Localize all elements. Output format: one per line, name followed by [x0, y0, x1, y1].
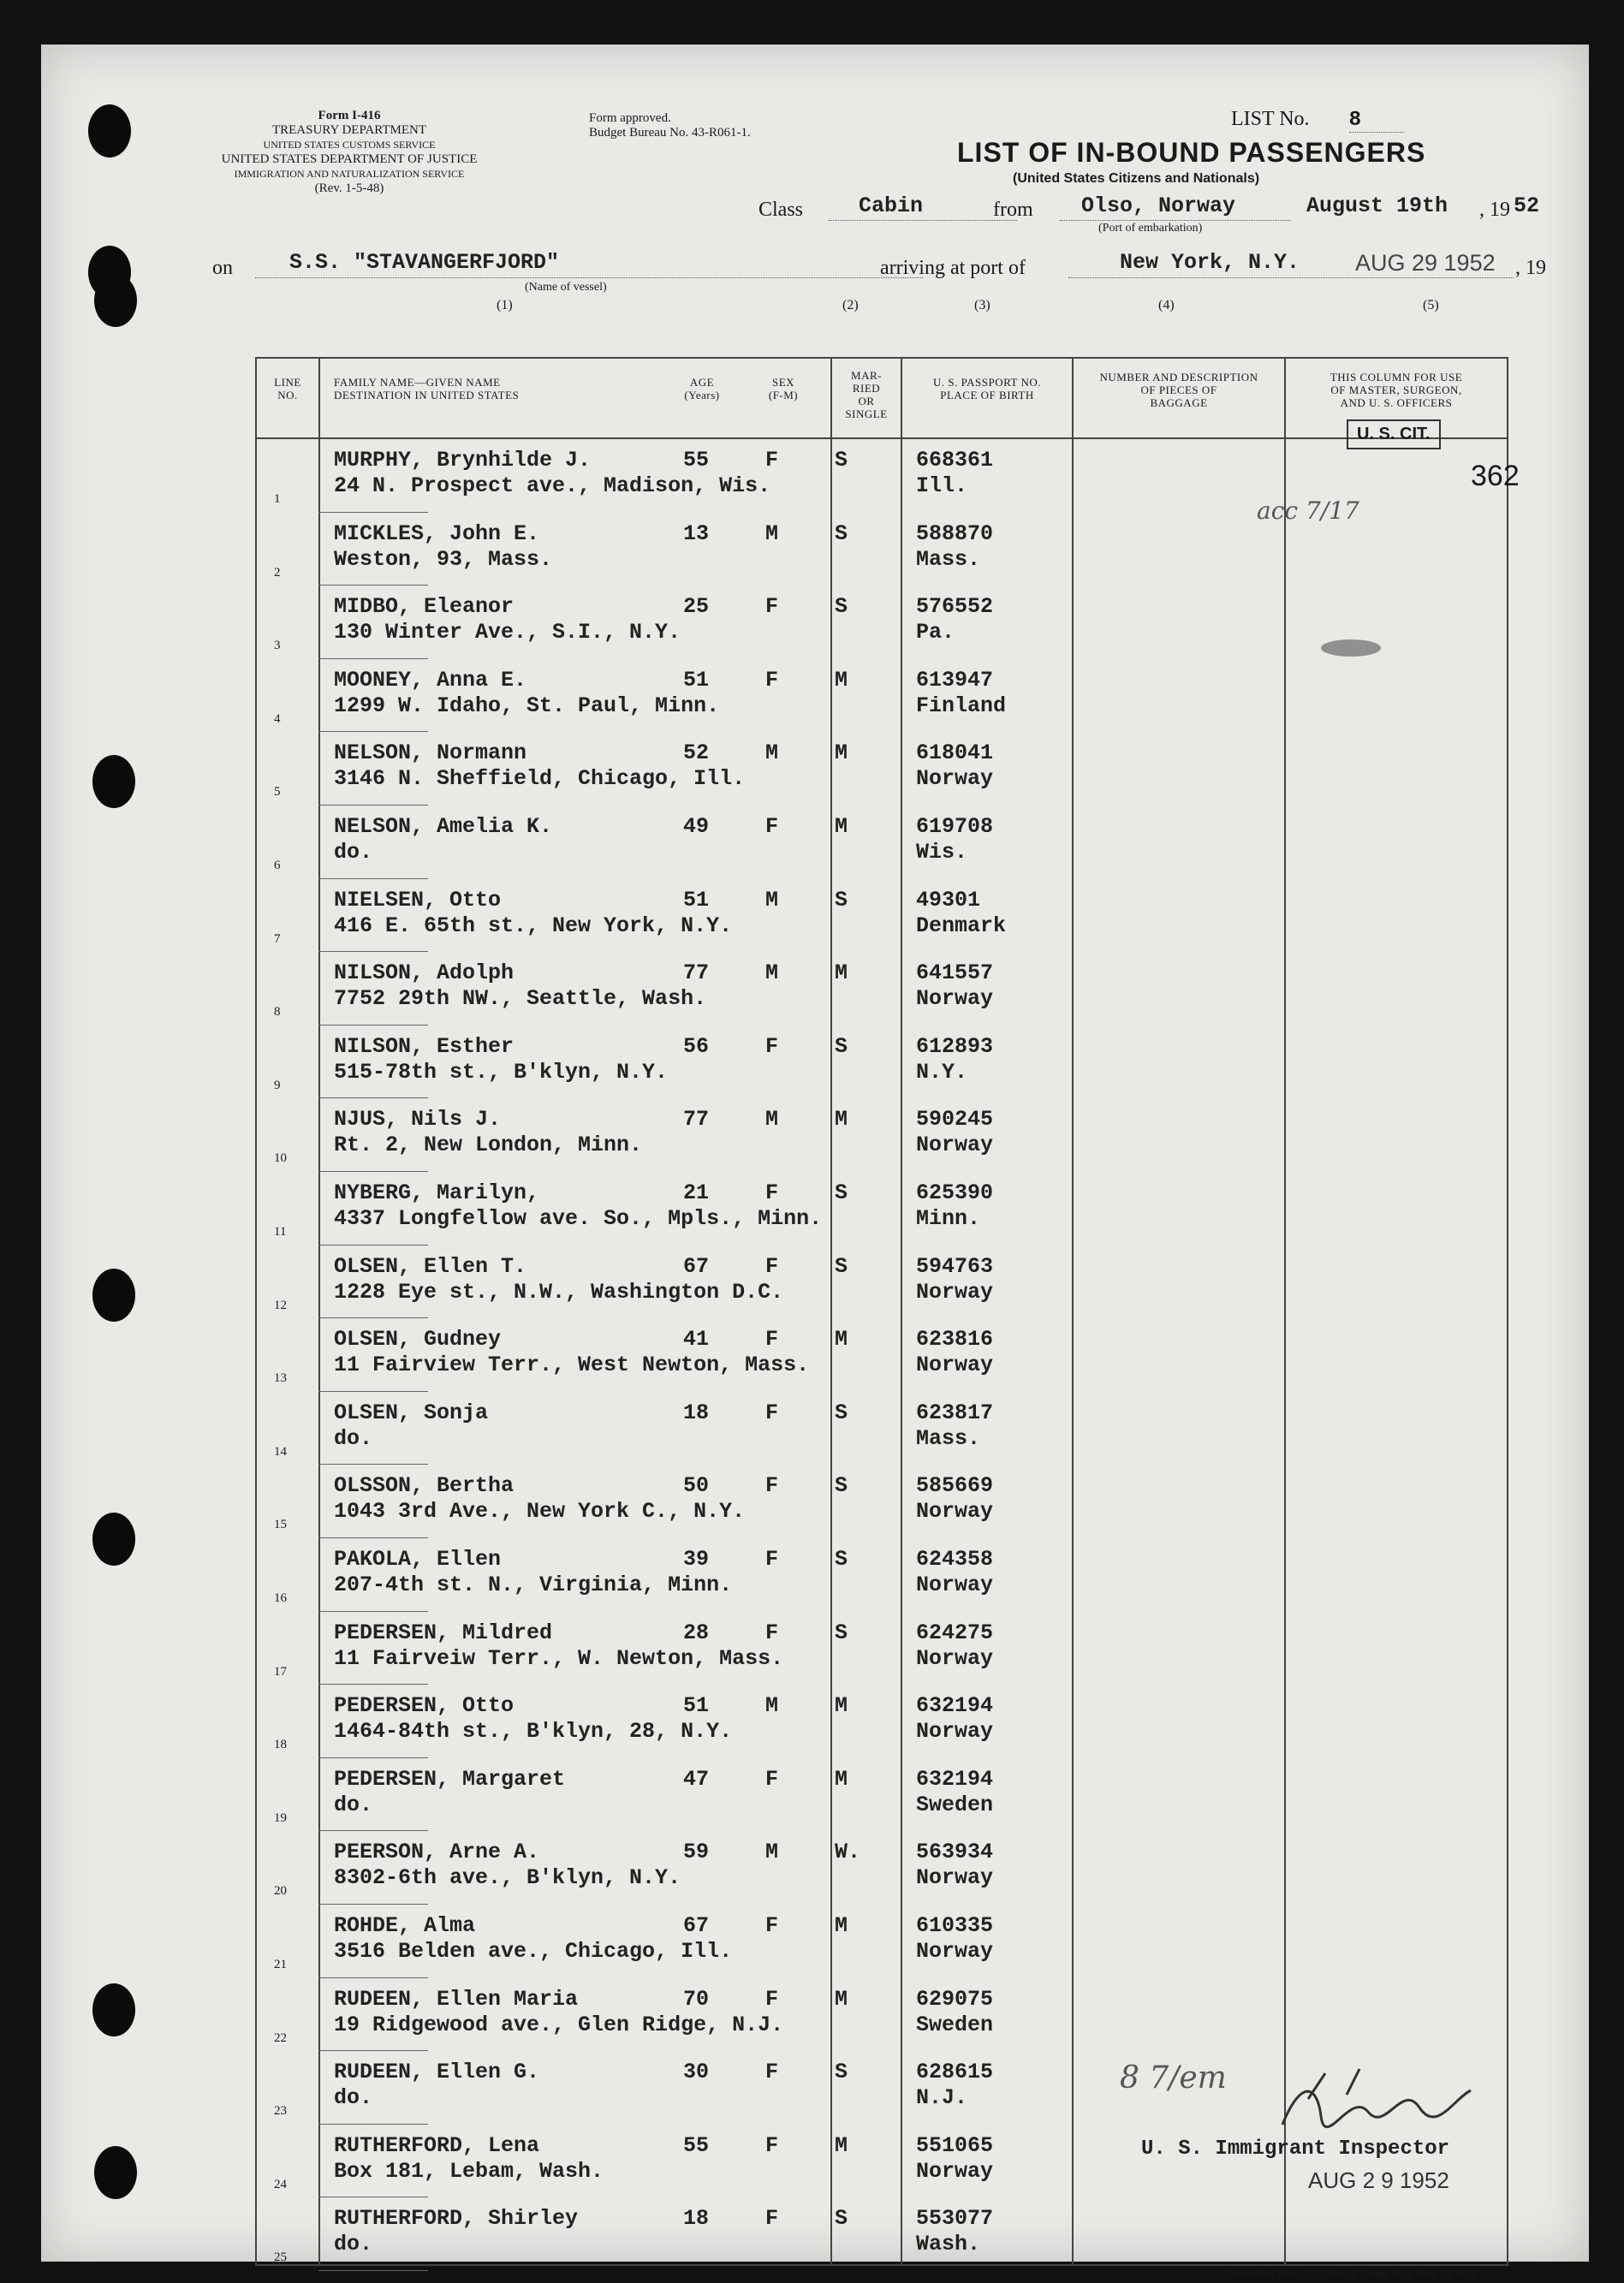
table-row — [257, 1318, 1507, 1392]
line-number: 18 — [274, 1738, 287, 1752]
passenger-marital-status: S — [835, 1033, 848, 1059]
passenger-sex: F — [765, 1766, 779, 1792]
passenger-rows — [257, 439, 1507, 2264]
arrival-port-value: New York, N.Y. — [1120, 250, 1300, 275]
line-number: 1 — [274, 492, 281, 506]
passenger-sex: F — [765, 1327, 779, 1353]
passenger-marital-status: M — [835, 1986, 848, 2012]
passenger-age: 77 — [683, 1107, 710, 1133]
passenger-marital-status: M — [835, 960, 848, 986]
place-of-birth: Minn. — [916, 1206, 981, 1231]
table-row — [257, 586, 1507, 659]
passenger-age: 56 — [683, 1033, 710, 1059]
table-row — [257, 1978, 1507, 2052]
passenger-age: 21 — [683, 1180, 710, 1205]
passenger-marital-status: S — [835, 594, 848, 620]
passenger-name: RUTHERFORD, Shirley — [334, 2206, 579, 2232]
passenger-age: 67 — [683, 1253, 710, 1279]
passenger-marital-status: S — [835, 1620, 848, 1645]
passenger-marital-status: M — [835, 1327, 848, 1353]
passenger-address: 8302-6th ave., B'klyn, N.Y. — [334, 1865, 681, 1891]
customs-service: UNITED STATES CUSTOMS SERVICE — [263, 139, 436, 151]
passenger-address: do. — [334, 2232, 373, 2257]
passport-number: 625390 — [916, 1180, 994, 1205]
justice-dept: UNITED STATES DEPARTMENT OF JUSTICE — [221, 152, 478, 166]
passenger-address: 3516 Belden ave., Chicago, Ill. — [334, 1939, 733, 1964]
place-of-birth: Norway — [916, 766, 994, 792]
punch-hole — [92, 1269, 135, 1322]
passport-number: 590245 — [916, 1107, 994, 1133]
place-of-birth: Norway — [916, 1133, 994, 1158]
passenger-age: 18 — [683, 2206, 710, 2232]
year-prefix: , 19 — [1479, 199, 1510, 221]
passenger-age: 49 — [683, 814, 710, 839]
passenger-age: 18 — [683, 1400, 710, 1425]
passenger-age: 28 — [683, 1620, 710, 1645]
place-of-birth: N.Y. — [916, 1059, 968, 1085]
passenger-sex: F — [765, 1033, 779, 1059]
passenger-age: 51 — [683, 667, 710, 693]
pencil-initials: 8 7/em — [1120, 2060, 1227, 2096]
passport-number: 553077 — [916, 2206, 994, 2232]
punch-hole — [94, 2146, 137, 2199]
passenger-marital-status: M — [835, 1913, 848, 1938]
list-number-label: LIST No. — [1231, 108, 1310, 130]
passport-number: 594763 — [916, 1253, 994, 1279]
passenger-name: MOONEY, Anna E. — [334, 667, 527, 693]
header-passport: U. S. PASSPORT NO. PLACE OF BIRTH — [933, 376, 1041, 401]
passenger-address: 416 E. 65th st., New York, N.Y. — [334, 913, 733, 938]
form-number: Form I-416 — [318, 109, 381, 122]
passenger-age: 47 — [683, 1766, 710, 1792]
place-of-birth: Norway — [916, 1279, 994, 1305]
class-underline — [829, 220, 1017, 221]
line-number: 9 — [274, 1078, 281, 1092]
line-number: 2 — [274, 565, 281, 580]
passenger-address: 11 Fairview Terr., West Newton, Mass. — [334, 1353, 810, 1378]
passenger-age: 55 — [683, 2132, 710, 2158]
place-of-birth: Norway — [916, 1573, 994, 1597]
passport-number: 613947 — [916, 667, 994, 693]
table-row — [257, 1465, 1507, 1538]
passenger-sex: F — [765, 448, 779, 473]
passenger-sex: M — [765, 1107, 779, 1133]
vessel-value: S.S. "STAVANGERFJORD" — [289, 250, 560, 275]
passenger-sex: F — [765, 2132, 779, 2158]
passenger-name: RUDEEN, Ellen Maria — [334, 1986, 579, 2012]
place-of-birth: Sweden — [916, 2012, 994, 2037]
column-number-3: (3) — [974, 298, 990, 312]
punch-hole — [92, 1513, 135, 1566]
passenger-sex: F — [765, 1620, 779, 1645]
passenger-marital-status: S — [835, 448, 848, 473]
passenger-address: 515-78th st., B'klyn, N.Y. — [334, 1059, 669, 1085]
place-of-birth: Pa. — [916, 620, 955, 645]
passenger-name: NILSON, Adolph — [334, 960, 515, 986]
passenger-sex: M — [765, 1840, 779, 1865]
passenger-marital-status: S — [835, 1180, 848, 1205]
passenger-name: NELSON, Amelia K. — [334, 814, 553, 839]
passport-number: 624275 — [916, 1620, 994, 1645]
punch-hole — [92, 755, 135, 808]
passenger-marital-status: S — [835, 1253, 848, 1279]
passport-number: 641557 — [916, 960, 994, 986]
passenger-name: PEDERSEN, Otto — [334, 1693, 515, 1719]
header-name: FAMILY NAME—GIVEN NAME DESTINATION IN UNITED STATES — [334, 376, 520, 401]
place-of-birth: Wash. — [916, 2232, 981, 2257]
passport-number: 563934 — [916, 1840, 994, 1865]
class-label: Class — [758, 199, 804, 221]
passenger-address: 11 Fairveiw Terr., W. Newton, Mass. — [334, 1645, 784, 1671]
header-baggage: NUMBER AND DESCRIPTION OF PIECES OF BAGGAGE — [1099, 371, 1258, 409]
passenger-address: 7752 29th NW., Seattle, Wash. — [334, 986, 707, 1012]
line-number: 5 — [274, 785, 281, 800]
place-of-birth: Finland — [916, 693, 1007, 718]
passenger-marital-status: S — [835, 2206, 848, 2232]
passport-number: 612893 — [916, 1033, 994, 1059]
table-row — [257, 659, 1507, 733]
vessel-underline — [255, 277, 923, 278]
table-row — [257, 1172, 1507, 1246]
passenger-age: 52 — [683, 740, 710, 766]
passenger-name: MIDBO, Eleanor — [334, 594, 515, 620]
line-number: 17 — [274, 1664, 287, 1679]
line-number: 14 — [274, 1444, 287, 1459]
table-row — [257, 1538, 1507, 1612]
table-row — [257, 1685, 1507, 1758]
form-approved: Form approved. — [589, 111, 671, 125]
passport-number: 49301 — [916, 887, 981, 913]
list-number-line — [1231, 108, 1404, 132]
passenger-marital-status: M — [835, 1107, 848, 1133]
line-number: 8 — [274, 1005, 281, 1020]
treasury-dept: TREASURY DEPARTMENT — [271, 123, 427, 137]
header-officers: THIS COLUMN FOR USE OF MASTER, SURGEON, AND U. S. OFFICERS — [1330, 371, 1463, 409]
passenger-marital-status: S — [835, 520, 848, 546]
passenger-name: RUTHERFORD, Lena — [334, 2132, 540, 2158]
passenger-age: 13 — [683, 520, 710, 546]
column-number-1: (1) — [497, 298, 513, 312]
us-citizen-stamp: U. S. CIT. — [1347, 419, 1441, 449]
passenger-table — [255, 357, 1508, 2266]
place-of-birth: Norway — [916, 2158, 994, 2184]
passenger-address: do. — [334, 1792, 373, 1817]
header-age: AGE (Years) — [684, 376, 720, 401]
line-number: 7 — [274, 931, 281, 946]
pencil-note: acc 7/17 — [1257, 496, 1359, 525]
passenger-sex: F — [765, 2060, 779, 2085]
passport-number: 623816 — [916, 1327, 994, 1353]
passport-number: 618041 — [916, 740, 994, 766]
passport-number: 632194 — [916, 1693, 994, 1719]
place-of-birth: Mass. — [916, 1425, 981, 1451]
place-of-birth: Ill. — [916, 473, 968, 498]
table-row — [257, 1905, 1507, 1978]
passport-number: 624358 — [916, 1547, 994, 1572]
passenger-name: OLSEN, Ellen T. — [334, 1253, 527, 1279]
passenger-name: PEDERSEN, Margaret — [334, 1766, 566, 1792]
passport-number: 610335 — [916, 1913, 994, 1938]
passenger-name: ROHDE, Alma — [334, 1913, 476, 1938]
inspector-signature — [1274, 2065, 1479, 2142]
arrival-date-stamp: AUG 29 1952 — [1355, 250, 1496, 276]
passenger-sex: M — [765, 520, 779, 546]
passport-number: 668361 — [916, 448, 994, 473]
port-of-embarkation-note: (Port of embarkation) — [1098, 222, 1203, 235]
table-row — [257, 1246, 1507, 1319]
inspector-label: U. S. Immigrant Inspector — [1141, 2137, 1450, 2161]
place-of-birth: Mass. — [916, 546, 981, 572]
passenger-name: MURPHY, Brynhilde J. — [334, 448, 592, 473]
line-number: 20 — [274, 1884, 287, 1899]
table-row — [257, 879, 1507, 953]
passenger-marital-status: M — [835, 1766, 848, 1792]
table-row — [257, 2197, 1507, 2271]
passenger-address: Weston, 93, Mass. — [334, 546, 553, 572]
document-page — [41, 45, 1589, 2280]
passenger-age: 70 — [683, 1986, 710, 2012]
punch-hole — [94, 274, 137, 327]
passenger-age: 41 — [683, 1327, 710, 1353]
passenger-sex: F — [765, 594, 779, 620]
class-value: Cabin — [859, 193, 924, 218]
passenger-name: OLSEN, Sonja — [334, 1400, 489, 1425]
on-label: on — [212, 257, 233, 279]
passenger-age: 39 — [683, 1547, 710, 1572]
passenger-age: 50 — [683, 1473, 710, 1499]
line-number: 25 — [274, 2250, 287, 2265]
passenger-address: 130 Winter Ave., S.I., N.Y. — [334, 620, 681, 645]
passenger-sex: F — [765, 814, 779, 839]
passenger-sex: F — [765, 1986, 779, 2012]
line-number: 10 — [274, 1151, 287, 1166]
table-row — [257, 1098, 1507, 1172]
place-of-birth: N.J. — [916, 2085, 968, 2111]
passenger-address: 1043 3rd Ave., New York C., N.Y. — [334, 1499, 746, 1525]
printer-footer: Devonshire Press, 225 Varick Street, New York 14, N. Y. — [1222, 2268, 1478, 2280]
passenger-name: OLSSON, Bertha — [334, 1473, 515, 1499]
passenger-sex: F — [765, 1473, 779, 1499]
passenger-name: PEERSON, Arne A. — [334, 1840, 540, 1865]
form-agency-block — [208, 109, 491, 196]
place-of-birth: Norway — [916, 1939, 994, 1964]
passenger-age: 51 — [683, 1693, 710, 1719]
line-number: 3 — [274, 639, 281, 653]
line-number: 15 — [274, 1518, 287, 1532]
passenger-marital-status: S — [835, 1473, 848, 1499]
place-of-birth: Norway — [916, 1353, 994, 1378]
passenger-age: 51 — [683, 887, 710, 913]
passenger-name: NIELSEN, Otto — [334, 887, 502, 913]
passenger-sex: F — [765, 667, 779, 693]
passenger-marital-status: S — [835, 887, 848, 913]
line-number: 22 — [274, 2030, 287, 2045]
passenger-name: RUDEEN, Ellen G. — [334, 2060, 540, 2085]
column-number-4: (4) — [1158, 298, 1175, 312]
column-number-2: (2) — [842, 298, 859, 312]
table-row — [257, 1392, 1507, 1466]
passenger-sex: M — [765, 740, 779, 766]
passport-number: 632194 — [916, 1766, 994, 1792]
passenger-name: NELSON, Normann — [334, 740, 527, 766]
from-label: from — [993, 199, 1033, 221]
passenger-address: 19 Ridgewood ave., Glen Ridge, N.J. — [334, 2012, 784, 2037]
place-of-birth: Wis. — [916, 840, 968, 865]
passenger-marital-status: M — [835, 1693, 848, 1719]
line-number: 13 — [274, 1371, 287, 1386]
line-number: 21 — [274, 1958, 287, 1971]
passenger-marital-status: S — [835, 2060, 848, 2085]
line-number: 11 — [274, 1225, 287, 1239]
form-revision: (Rev. 1-5-48) — [314, 181, 384, 195]
table-row — [257, 1758, 1507, 1832]
passenger-address: Rt. 2, New London, Minn. — [334, 1133, 643, 1158]
passenger-age: 67 — [683, 1913, 710, 1938]
passenger-address: 3146 N. Sheffield, Chicago, Ill. — [334, 766, 746, 792]
passenger-sex: F — [765, 1913, 779, 1938]
header-sex: SEX (F-M) — [768, 376, 799, 401]
passenger-sex: F — [765, 1253, 779, 1279]
table-row — [257, 732, 1507, 806]
line-number: 16 — [274, 1591, 287, 1605]
passenger-age: 55 — [683, 448, 710, 473]
place-of-birth: Norway — [916, 1865, 994, 1891]
date-value: August 19th — [1306, 193, 1449, 218]
passenger-address: do. — [334, 1425, 373, 1451]
ink-smudge — [1321, 639, 1381, 657]
passenger-marital-status: M — [835, 2132, 848, 2158]
passenger-marital-status: W. — [835, 1840, 861, 1865]
passenger-name: NILSON, Esther — [334, 1033, 515, 1059]
passport-number: 576552 — [916, 594, 994, 620]
table-row — [257, 1612, 1507, 1685]
line-number: 12 — [274, 1298, 287, 1312]
passenger-age: 59 — [683, 1840, 710, 1865]
list-number-value: 8 — [1349, 109, 1404, 133]
ins-service: IMMIGRATION AND NATURALIZATION SERVICE — [234, 168, 465, 180]
punch-hole — [88, 104, 131, 158]
budget-bureau: Budget Bureau No. 43-R061-1. — [589, 126, 751, 140]
passenger-address: 24 N. Prospect ave., Madison, Wis. — [334, 473, 771, 498]
passenger-address: 1299 W. Idaho, St. Paul, Minn. — [334, 693, 720, 718]
inspector-date-stamp: AUG 2 9 1952 — [1308, 2167, 1449, 2193]
line-number: 23 — [274, 2104, 287, 2119]
passenger-address: 207-4th st. N., Virginia, Minn. — [334, 1573, 733, 1597]
passport-number: 623817 — [916, 1400, 994, 1425]
passport-number: 629075 — [916, 1986, 994, 2012]
passenger-address: do. — [334, 840, 373, 865]
place-of-birth: Norway — [916, 1645, 994, 1671]
passenger-address: 4337 Longfellow ave. So., Mpls., Minn. — [334, 1206, 823, 1231]
place-of-birth: Norway — [916, 1719, 994, 1745]
passenger-name: PAKOLA, Ellen — [334, 1547, 502, 1572]
passenger-name: OLSEN, Gudney — [334, 1327, 502, 1353]
header-married: MAR- RIED OR SINGLE — [845, 369, 888, 420]
passenger-sex: F — [765, 1547, 779, 1572]
passport-number: 588870 — [916, 520, 994, 546]
passenger-sex: M — [765, 960, 779, 986]
arrival-underline — [1068, 277, 1514, 278]
passenger-marital-status: M — [835, 740, 848, 766]
line-number: 6 — [274, 859, 281, 872]
passport-number: 551065 — [916, 2132, 994, 2158]
table-row — [257, 806, 1507, 879]
page-title: LIST OF IN-BOUND PASSENGERS — [957, 137, 1426, 168]
passenger-address: Box 181, Lebam, Wash. — [334, 2158, 604, 2184]
passenger-name: PEDERSEN, Mildred — [334, 1620, 553, 1645]
place-of-birth: Denmark — [916, 913, 1007, 938]
arrival-year-label: , 19 — [1515, 257, 1546, 279]
passenger-name: NYBERG, Marilyn, — [334, 1180, 540, 1205]
passenger-sex: F — [765, 1180, 779, 1205]
passport-number: 628615 — [916, 2060, 994, 2085]
passenger-address: 1464-84th st., B'klyn, 28, N.Y. — [334, 1719, 733, 1745]
passenger-age: 30 — [683, 2060, 710, 2085]
passenger-sex: F — [765, 2206, 779, 2232]
line-number: 24 — [274, 2177, 287, 2191]
passenger-sex: F — [765, 1400, 779, 1425]
year-value: 52 — [1514, 193, 1540, 218]
passenger-sex: M — [765, 887, 779, 913]
passenger-marital-status: S — [835, 1400, 848, 1425]
passenger-address: do. — [334, 2085, 373, 2111]
row-divider — [318, 2270, 428, 2271]
passport-number: 619708 — [916, 814, 994, 839]
from-value: Olso, Norway — [1081, 193, 1236, 218]
passenger-name: MICKLES, John E. — [334, 520, 540, 546]
place-of-birth: Norway — [916, 986, 994, 1012]
passenger-age: 77 — [683, 960, 710, 986]
column-number-5: (5) — [1423, 298, 1439, 312]
passenger-marital-status: M — [835, 814, 848, 839]
punch-hole — [92, 1983, 135, 2036]
form-approval — [589, 111, 751, 140]
vessel-note: (Name of vessel) — [525, 281, 607, 294]
arriving-label: arriving at port of — [880, 257, 1026, 279]
passenger-age: 25 — [683, 594, 710, 620]
place-of-birth: Norway — [916, 1499, 994, 1525]
page-subtitle: (United States Citizens and Nationals) — [1013, 171, 1260, 186]
table-row — [257, 952, 1507, 1026]
table-row — [257, 1026, 1507, 1099]
line-number: 19 — [274, 1810, 287, 1825]
passenger-sex: M — [765, 1693, 779, 1719]
passport-number: 585669 — [916, 1473, 994, 1499]
passenger-marital-status: M — [835, 667, 848, 693]
line-number: 4 — [274, 711, 281, 726]
passenger-marital-status: S — [835, 1547, 848, 1572]
passenger-address: 1228 Eye st., N.W., Washington D.C. — [334, 1279, 784, 1305]
passenger-name: NJUS, Nils J. — [334, 1107, 502, 1133]
table-row — [257, 1831, 1507, 1905]
header-line-no: LINE NO. — [274, 376, 301, 401]
handwritten-count: 362 — [1471, 460, 1520, 492]
place-of-birth: Sweden — [916, 1792, 994, 1817]
